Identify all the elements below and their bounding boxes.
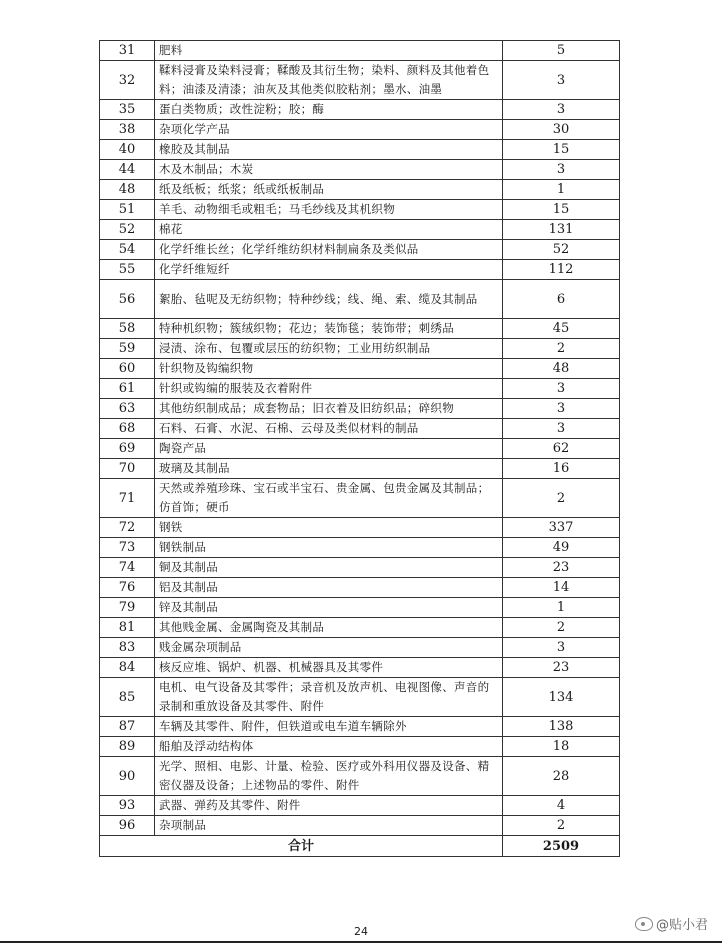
chapter-code: 85 xyxy=(100,678,155,717)
chapter-count: 23 xyxy=(503,558,620,578)
chapter-description: 鞣料浸膏及染料浸膏；鞣酸及其衍生物；染料、颜料及其他着色料；油漆及清漆；油灰及其他类似胶粘剂；墨水、油墨 xyxy=(155,61,503,100)
chapter-count: 1 xyxy=(503,598,620,618)
chapter-code: 31 xyxy=(100,41,155,61)
table-row xyxy=(100,796,620,816)
table-row xyxy=(100,160,620,180)
chapter-description: 光学、照相、电影、计量、检验、医疗或外科用仪器及设备、精密仪器及设备；上述物品的零件、附件 xyxy=(155,757,503,796)
chapter-description: 羊毛、动物细毛或粗毛；马毛纱线及其机织物 xyxy=(155,200,503,220)
table-row xyxy=(100,100,620,120)
chapter-description: 木及木制品；木炭 xyxy=(155,160,503,180)
chapter-code: 70 xyxy=(100,459,155,479)
table-row xyxy=(100,598,620,618)
chapter-description: 化学纤维长丝；化学纤维纺织材料制扁条及类似品 xyxy=(155,240,503,260)
table-row xyxy=(100,618,620,638)
chapter-count-table xyxy=(99,40,620,857)
chapter-code: 56 xyxy=(100,280,155,319)
chapter-description: 船舶及浮动结构体 xyxy=(155,737,503,757)
chapter-code: 79 xyxy=(100,598,155,618)
table-row xyxy=(100,578,620,598)
chapter-description: 锌及其制品 xyxy=(155,598,503,618)
chapter-description: 钢铁制品 xyxy=(155,538,503,558)
chapter-count: 18 xyxy=(503,737,620,757)
table-row xyxy=(100,737,620,757)
watermark xyxy=(635,914,708,933)
chapter-description: 其他纺织制成品；成套物品；旧衣着及旧纺织品；碎织物 xyxy=(155,399,503,419)
chapter-description: 针织物及钩编织物 xyxy=(155,359,503,379)
chapter-count: 112 xyxy=(503,260,620,280)
chapter-description: 石料、石膏、水泥、石棉、云母及类似材料的制品 xyxy=(155,419,503,439)
chapter-description: 絮胎、毡呢及无纺织物；特种纱线；线、绳、索、缆及其制品 xyxy=(155,280,503,319)
table-row xyxy=(100,140,620,160)
chapter-description: 铝及其制品 xyxy=(155,578,503,598)
page-number: 24 xyxy=(354,925,368,938)
chapter-count: 337 xyxy=(503,518,620,538)
chapter-count: 45 xyxy=(503,319,620,339)
chapter-code: 59 xyxy=(100,339,155,359)
chapter-description: 肥料 xyxy=(155,41,503,61)
chapter-description: 武器、弹药及其零件、附件 xyxy=(155,796,503,816)
chapter-code: 60 xyxy=(100,359,155,379)
chapter-code: 63 xyxy=(100,399,155,419)
chapter-description: 车辆及其零件、附件，但铁道或电车道车辆除外 xyxy=(155,717,503,737)
chapter-description: 化学纤维短纤 xyxy=(155,260,503,280)
chapter-count: 3 xyxy=(503,638,620,658)
watermark-text: @贴小君 xyxy=(655,918,708,933)
chapter-count: 3 xyxy=(503,160,620,180)
chapter-count: 131 xyxy=(503,220,620,240)
table-row xyxy=(100,180,620,200)
chapter-count: 2 xyxy=(503,618,620,638)
chapter-code: 38 xyxy=(100,120,155,140)
bottom-rule xyxy=(0,941,722,943)
chapter-count: 48 xyxy=(503,359,620,379)
chapter-count: 138 xyxy=(503,717,620,737)
chapter-description: 浸渍、涂布、包覆或层压的纺织物；工业用纺织制品 xyxy=(155,339,503,359)
table-row xyxy=(100,359,620,379)
total-label: 合计 xyxy=(100,836,503,857)
table-row xyxy=(100,419,620,439)
chapter-description: 铜及其制品 xyxy=(155,558,503,578)
chapter-count: 2 xyxy=(503,816,620,836)
chapter-count: 49 xyxy=(503,538,620,558)
table-row xyxy=(100,240,620,260)
chapter-count: 3 xyxy=(503,419,620,439)
chapter-count: 15 xyxy=(503,140,620,160)
chapter-code: 54 xyxy=(100,240,155,260)
chapter-code: 48 xyxy=(100,180,155,200)
total-row xyxy=(100,836,620,857)
chapter-description: 核反应堆、锅炉、机器、机械器具及其零件 xyxy=(155,658,503,678)
chapter-description: 特种机织物；簇绒织物；花边；装饰毯；装饰带；刺绣品 xyxy=(155,319,503,339)
chapter-description: 杂项化学产品 xyxy=(155,120,503,140)
chapter-description: 其他贱金属、金属陶瓷及其制品 xyxy=(155,618,503,638)
chapter-count: 5 xyxy=(503,41,620,61)
table-row xyxy=(100,280,620,319)
table-row xyxy=(100,558,620,578)
chapter-count: 14 xyxy=(503,578,620,598)
chapter-count: 62 xyxy=(503,439,620,459)
chapter-description: 天然或养殖珍珠、宝石或半宝石、贵金属、包贵金属及其制品；仿首饰；硬币 xyxy=(155,479,503,518)
chapter-code: 51 xyxy=(100,200,155,220)
table-row xyxy=(100,538,620,558)
chapter-count: 134 xyxy=(503,678,620,717)
chapter-description: 橡胶及其制品 xyxy=(155,140,503,160)
table-row xyxy=(100,717,620,737)
chapter-code: 81 xyxy=(100,618,155,638)
chapter-code: 73 xyxy=(100,538,155,558)
chapter-code: 93 xyxy=(100,796,155,816)
chapter-code: 90 xyxy=(100,757,155,796)
chapter-count: 1 xyxy=(503,180,620,200)
chapter-code: 89 xyxy=(100,737,155,757)
chapter-code: 72 xyxy=(100,518,155,538)
chapter-code: 55 xyxy=(100,260,155,280)
chapter-description: 玻璃及其制品 xyxy=(155,459,503,479)
chapter-code: 58 xyxy=(100,319,155,339)
chapter-code: 71 xyxy=(100,479,155,518)
chapter-code: 69 xyxy=(100,439,155,459)
chapter-count: 3 xyxy=(503,61,620,100)
chapter-code: 61 xyxy=(100,379,155,399)
table-row xyxy=(100,120,620,140)
chapter-count: 4 xyxy=(503,796,620,816)
chapter-count: 2 xyxy=(503,339,620,359)
chapter-description: 蛋白类物质；改性淀粉；胶；酶 xyxy=(155,100,503,120)
table-row xyxy=(100,816,620,836)
table-row xyxy=(100,638,620,658)
chapter-code: 76 xyxy=(100,578,155,598)
chapter-count: 16 xyxy=(503,459,620,479)
chapter-count: 3 xyxy=(503,379,620,399)
chapter-count: 3 xyxy=(503,399,620,419)
chapter-count: 6 xyxy=(503,280,620,319)
total-value: 2509 xyxy=(503,836,620,857)
chapter-description: 电机、电气设备及其零件；录音机及放声机、电视图像、声音的录制和重放设备及其零件、附件 xyxy=(155,678,503,717)
chapter-code: 84 xyxy=(100,658,155,678)
chapter-code: 35 xyxy=(100,100,155,120)
table-row xyxy=(100,439,620,459)
chapter-code: 52 xyxy=(100,220,155,240)
chapter-description: 棉花 xyxy=(155,220,503,240)
chapter-count: 28 xyxy=(503,757,620,796)
chapter-count: 30 xyxy=(503,120,620,140)
table-row xyxy=(100,41,620,61)
chapter-count: 15 xyxy=(503,200,620,220)
table-row xyxy=(100,61,620,100)
chapter-code: 44 xyxy=(100,160,155,180)
chapter-code: 74 xyxy=(100,558,155,578)
table-row xyxy=(100,459,620,479)
chapter-description: 杂项制品 xyxy=(155,816,503,836)
table-row xyxy=(100,518,620,538)
table-row xyxy=(100,399,620,419)
chapter-code: 83 xyxy=(100,638,155,658)
table-body xyxy=(100,41,620,836)
chapter-count: 52 xyxy=(503,240,620,260)
chapter-code: 96 xyxy=(100,816,155,836)
table-row xyxy=(100,678,620,717)
chapter-code: 32 xyxy=(100,61,155,100)
chapter-code: 87 xyxy=(100,717,155,737)
table-row xyxy=(100,658,620,678)
table-row xyxy=(100,757,620,796)
table-row xyxy=(100,200,620,220)
table-row xyxy=(100,479,620,518)
weibo-icon xyxy=(635,917,653,931)
chapter-description: 钢铁 xyxy=(155,518,503,538)
chapter-code: 68 xyxy=(100,419,155,439)
chapter-count: 23 xyxy=(503,658,620,678)
chapter-description: 陶瓷产品 xyxy=(155,439,503,459)
table-row xyxy=(100,220,620,240)
table-row xyxy=(100,319,620,339)
chapter-count: 2 xyxy=(503,479,620,518)
table-row xyxy=(100,260,620,280)
table-row xyxy=(100,379,620,399)
chapter-description: 针织或钩编的服装及衣着附件 xyxy=(155,379,503,399)
chapter-description: 贱金属杂项制品 xyxy=(155,638,503,658)
chapter-count: 3 xyxy=(503,100,620,120)
chapter-description: 纸及纸板；纸浆；纸或纸板制品 xyxy=(155,180,503,200)
chapter-code: 40 xyxy=(100,140,155,160)
table-row xyxy=(100,339,620,359)
